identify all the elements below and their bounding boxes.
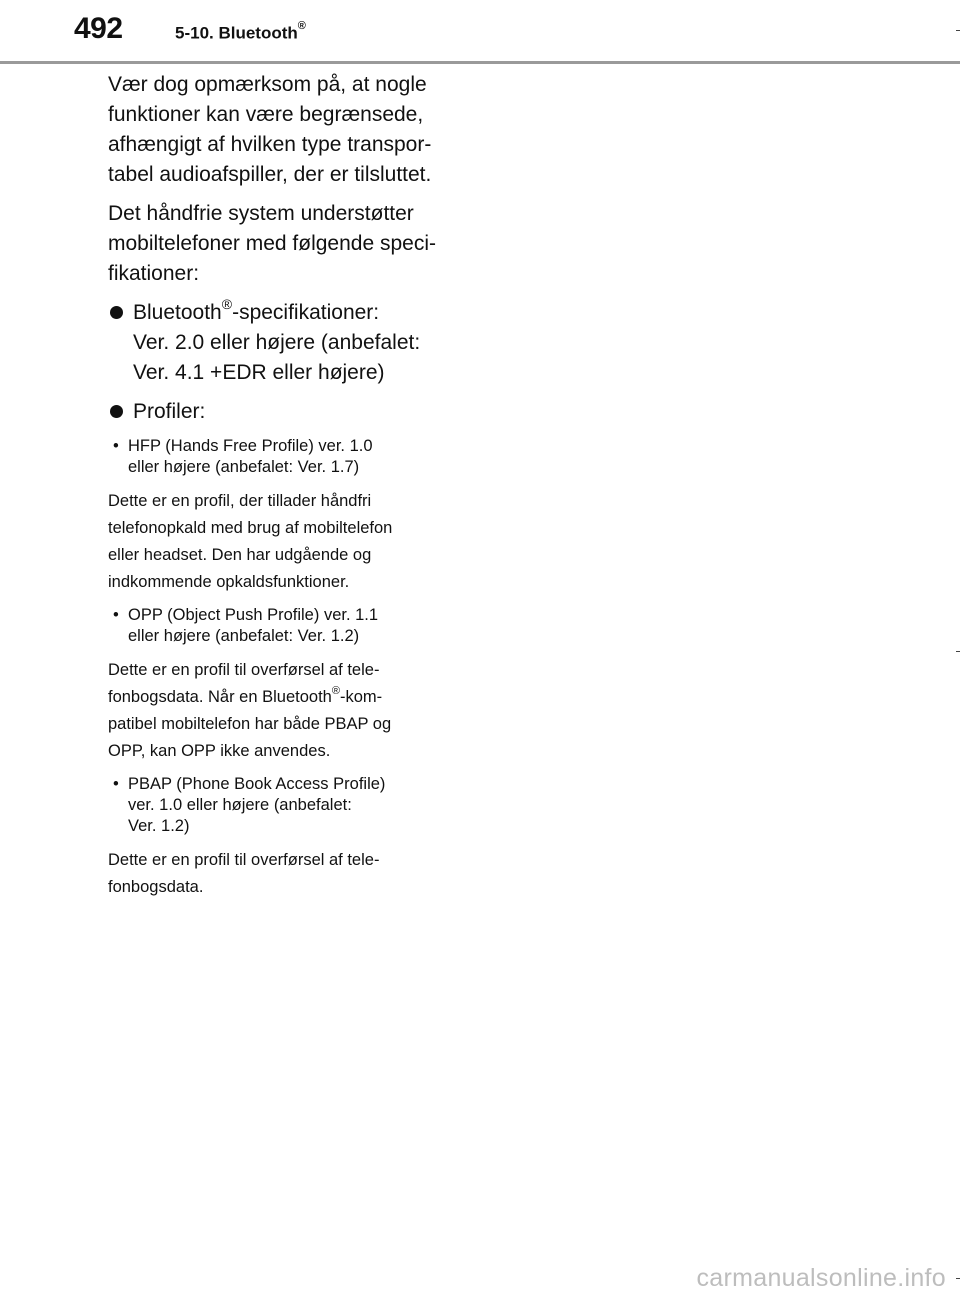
crop-mark-bottom: [956, 1278, 960, 1279]
text-line: afhængigt af hvilken type transpor-: [108, 133, 432, 156]
text-line: Dette er en profil, der tillader håndfri: [108, 492, 372, 510]
text-line: patibel mobiltelefon har både PBAP og: [108, 715, 392, 733]
watermark: carmanualsonline.info: [696, 1264, 946, 1292]
intro-paragraph: [108, 70, 468, 190]
bullet-mark: •: [113, 775, 119, 793]
pbap-sub-bullet: [108, 774, 468, 837]
registered-mark: ®: [297, 20, 306, 32]
text-line: telefonopkald med brug af mobiltelefon: [108, 519, 393, 537]
text-line: fikationer:: [108, 262, 200, 285]
section-title: [175, 20, 306, 43]
text-line: tabel audioafspiller, der er tilsluttet.: [108, 163, 432, 186]
text-line: HFP (Hands Free Profile) ver. 1.0: [128, 437, 373, 455]
text-line: eller højere (anbefalet: Ver. 1.7): [128, 458, 360, 476]
text-line: Det håndfrie system understøtter: [108, 202, 414, 225]
text-line: OPP, kan OPP ikke anvendes.: [108, 742, 331, 760]
page-number: 492: [74, 12, 123, 45]
registered-mark: ®: [331, 684, 340, 697]
text-line: Dette er en profil til overførsel af tele-: [108, 661, 380, 679]
text-line: Ver. 4.1 +EDR eller højere): [133, 361, 385, 384]
text-line: PBAP (Phone Book Access Profile): [128, 775, 386, 793]
text-line: fonbogsdata.: [108, 878, 204, 896]
bluetooth-spec-bullet: [108, 298, 468, 388]
text-line: ver. 1.0 eller højere (anbefalet:: [128, 796, 352, 814]
profiles-bullet: [108, 397, 468, 427]
text-fragment: -kom-: [339, 688, 383, 706]
text-line: mobiltelefoner med følgende speci-: [108, 232, 437, 255]
text-line: [108, 684, 383, 706]
crop-mark-middle: [956, 651, 960, 652]
opp-sub-bullet: [108, 605, 468, 647]
crop-mark-top: [956, 30, 960, 31]
text-line: OPP (Object Push Profile) ver. 1.1: [128, 606, 379, 624]
text-fragment: Bluetooth: [133, 301, 222, 324]
opp-description: [108, 657, 468, 765]
bullet-mark: •: [113, 606, 119, 624]
section-title-text: 5-10. Bluetooth: [175, 23, 298, 43]
text-line: Profiler:: [133, 400, 206, 423]
hfp-sub-bullet: [108, 436, 468, 478]
bullet-mark: •: [113, 437, 119, 455]
registered-mark: ®: [221, 296, 233, 312]
bullet-dot: [110, 306, 123, 319]
spec-intro-paragraph: [108, 199, 468, 289]
text-line: eller højere (anbefalet: Ver. 1.2): [128, 627, 360, 645]
text-fragment: -specifikationer:: [232, 301, 380, 324]
text-line: Ver. 1.2): [128, 817, 190, 835]
text-line: Ver. 2.0 eller højere (anbefalet:: [133, 331, 421, 354]
text-line: indkommende opkaldsfunktioner.: [108, 573, 350, 591]
text-line: funktioner kan være begrænsede,: [108, 103, 424, 126]
text-fragment: fonbogsdata. Når en Bluetooth: [108, 688, 332, 706]
text-line: Dette er en profil til overførsel af tele-: [108, 851, 380, 869]
page-content: [108, 70, 468, 910]
text-line: Vær dog opmærksom på, at nogle: [108, 73, 427, 96]
text-line: [133, 296, 380, 324]
bullet-dot: [110, 405, 123, 418]
hfp-description: [108, 488, 468, 596]
pbap-description: [108, 847, 468, 901]
header-rule: [0, 61, 960, 64]
text-line: eller headset. Den har udgående og: [108, 546, 372, 564]
